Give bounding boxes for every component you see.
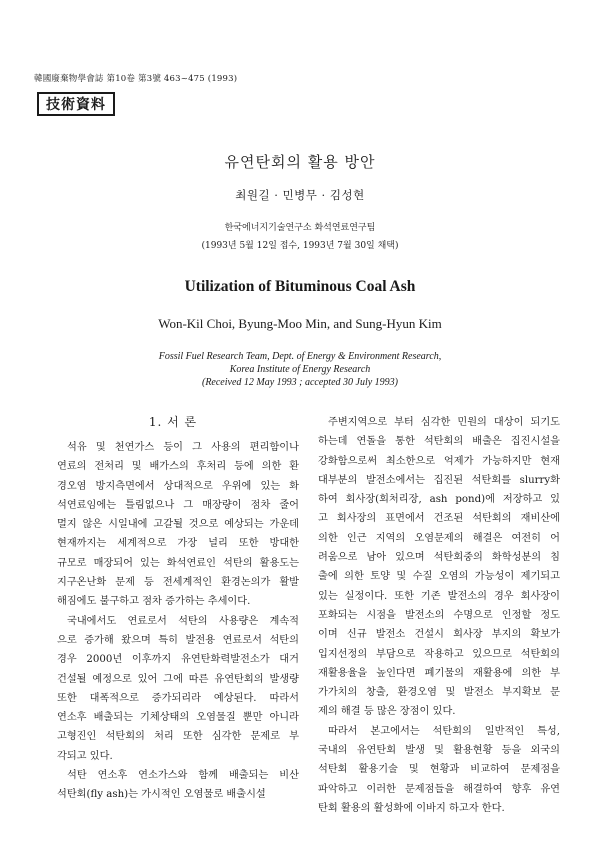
text-line: 재활용율을 높인다면 폐기물의 재활용에 의한 부 [318, 667, 560, 679]
text-line: 현재까지는 세계적으로 가장 널리 또한 방대한 [57, 538, 299, 550]
text-line: 멀지 않은 시일내에 고갈될 것으로 예상되는 가운데 [57, 519, 299, 531]
text-line: 석유 및 천연가스 등이 그 사용의 편리함이나 [67, 442, 299, 453]
text-line: 강화함으로써 최소한으로 억제가 가능하지만 현재 [318, 455, 560, 467]
authors-english: Won-Kil Choi, Byung-Moo Min, and Sung-Hyun Kim [158, 316, 442, 331]
paragraph [47, 612, 299, 766]
dates-korean: (1993년 5월 12일 접수, 1993년 7월 30일 채택) [201, 241, 399, 251]
text-line: 건설될 예정으로 있어 그에 따른 유연탄회의 발생량 [57, 673, 299, 685]
text-line: 입지선정의 부담으로 작용하고 있으므로 석탄회의 [318, 648, 560, 660]
text-line: 각되고 있다. [57, 750, 113, 762]
text-line: 석탄회(fly ash)는 가시적인 오염물로 배출시설 [57, 789, 266, 801]
section-tag: 技術資料 [37, 92, 115, 116]
text-line: 가가치의 창출, 환경오염 및 발전소 부지확보 문 [318, 687, 560, 699]
text-line: 해짐에도 불구하고 점차 증가하는 추세이다. [57, 596, 251, 608]
affiliation-english-line1: Fossil Fuel Research Team, Dept. of Energy & Environment Research, [158, 351, 442, 362]
text-line: 포화되는 시점을 발전소의 수명으로 인정할 정도 [318, 609, 560, 621]
affiliation-korean: 한국에너지기술연구소 화석연료연구팀 [224, 223, 376, 233]
authors-korean: 최원길 · 민병무 · 김성현 [235, 188, 365, 202]
text-line: 파악하고 이러한 문제점들을 해결하여 향후 유연 [318, 783, 560, 795]
title-english: Utilization of Bituminous Coal Ash [184, 278, 416, 295]
text-line: 석탄 연소후 연소가스와 함께 배출되는 비산 [67, 770, 299, 782]
text-line: 으로 증가해 왔으며 특히 발전용 연료로서 석탄의 [57, 634, 299, 646]
text-line: 또한 대폭적으로 증가되리라 예상된다. 따라서 [57, 692, 299, 704]
section-heading-introduction: 1. 서 론 [148, 415, 198, 429]
text-line: 하여 회사장(회처리장, ash pond)에 저장하고 있 [318, 494, 560, 506]
text-line: 이며 신규 발전소 건설시 회사장 부지의 확보가 [318, 629, 560, 641]
title-korean: 유연탄회의 활용 방안 [224, 153, 376, 171]
paragraph [308, 722, 560, 818]
text-line: 하는데 연돌을 통한 석탄회의 배출은 집진시설을 [318, 436, 560, 448]
text-line: 탄회 활용의 활성화에 이바지 하고자 한다. [318, 802, 505, 814]
paragraph [308, 413, 560, 722]
text-line: 제의 해결 등 많은 장점이 있다. [318, 706, 456, 718]
text-line: 연소후 배출되는 기체상태의 오염물질 뿐만 아니라 [57, 712, 299, 724]
paragraph [47, 438, 299, 612]
body-column-left [47, 412, 299, 805]
text-line: 고 회사장의 표면에서 건조된 석탄회의 재비산에 [318, 513, 560, 525]
text-line: 석연료임에는 틀림없으나 그 매장량이 점차 줄어 [57, 499, 299, 511]
text-line: 려움으로 남아 있으며 석탄회중의 화학성분의 침 [318, 552, 560, 564]
affiliation-english-line2: Korea Institute of Energy Research [229, 364, 371, 375]
text-line: 국내의 유연탄회 발생 및 활용현황 등을 외국의 [318, 745, 560, 757]
text-line: 의한 인근 지역의 오염문제의 해결은 여전히 어 [318, 532, 560, 544]
text-line: 고형진인 석탄회의 처리 또한 심각한 문제로 부 [57, 731, 299, 743]
body-column-right [308, 413, 560, 818]
text-line: 출에 의한 토양 및 수질 오염의 가능성이 제기되고 [318, 571, 560, 583]
text-line: 경우 2000년 이후까지 유연탄화력발전소가 대거 [57, 654, 299, 666]
text-line: 규모로 매장되어 있는 화석연료인 석탄의 활용도는 [57, 557, 299, 569]
journal-citation: 韓國廢棄物學會誌 第10卷 第3號 463~475 (1993) [34, 74, 238, 84]
text-line: 지구온난화 문제 등 전세계적인 환경논의가 활발 [57, 577, 299, 589]
dates-english: (Received 12 May 1993 ; accepted 30 July 1993) [201, 377, 399, 388]
text-line: 따라서 본고에서는 석탄회의 일반적인 특성, [328, 725, 560, 737]
text-line: 석탄회 활용기술 및 현황과 비교하여 문제점을 [318, 764, 560, 776]
text-line: 경오염 방지측면에서 상대적으로 우위에 있는 화 [57, 480, 299, 492]
text-line: 있는 실정이다. 또한 기존 발전소의 경우 회사장이 [318, 590, 560, 602]
text-line: 주변지역으로 부터 심각한 민원의 대상이 되기도 [328, 417, 560, 428]
text-line: 국내에서도 연료로서 석탄의 사용량은 계속적 [67, 615, 299, 627]
text-line: 연료의 전처리 및 배가스의 후처리 등에 의한 환 [57, 461, 299, 473]
paragraph [47, 766, 299, 805]
text-line: 대부분의 발전소에서는 집진된 석탄회를 slurry화 [318, 474, 560, 486]
